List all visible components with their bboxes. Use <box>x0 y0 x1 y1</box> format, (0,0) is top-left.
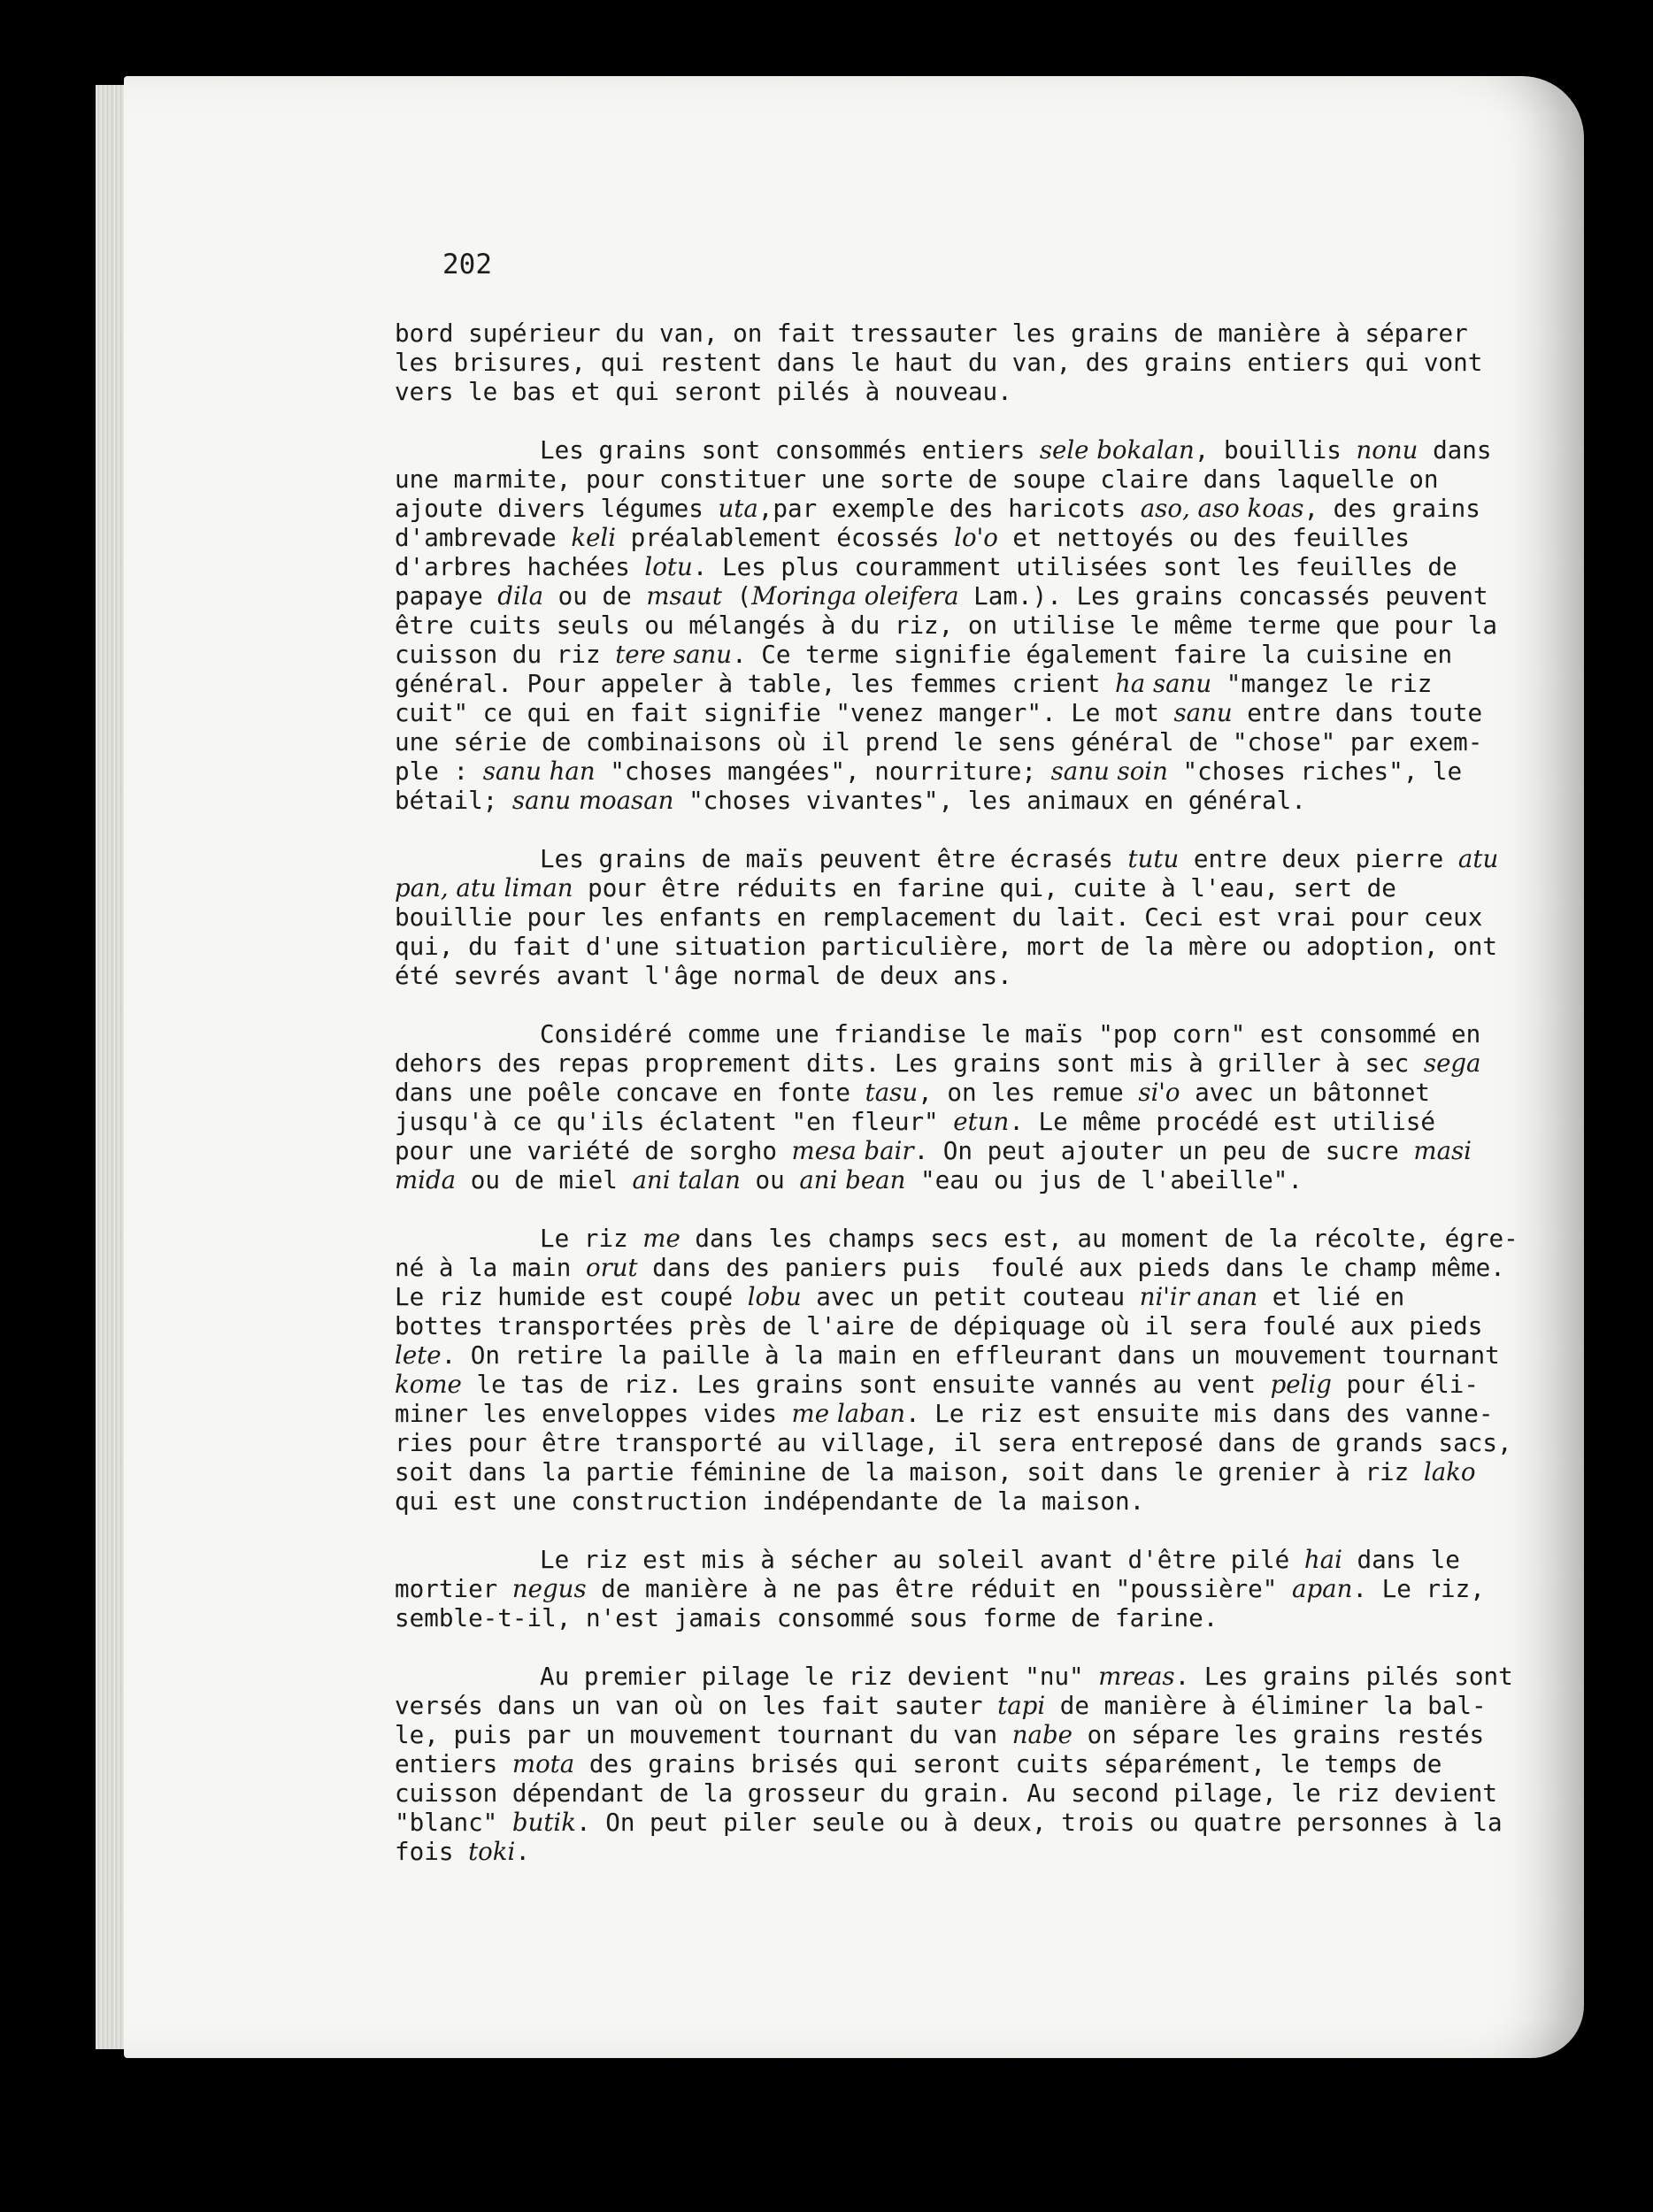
text-run: dehors des repas proprement dits. Les grains sont mis à griller à sec <box>395 1048 1424 1078</box>
text-run: être cuits seuls ou mélangés à du riz, on utilise le même terme que pour la <box>395 611 1497 640</box>
text-run: ,par exemple des haricots <box>757 494 1141 523</box>
text-run: "eau ou jus de l'abeille". <box>905 1165 1303 1194</box>
text-run: qui est une construction indépendante de la maison. <box>395 1486 1145 1516</box>
text-run: d'ambrevade <box>395 523 572 552</box>
text-run: ries pour être transporté au village, il sera entreposé dans de grands sacs, <box>395 1428 1512 1457</box>
text-run: dans des paniers puis foulé aux pieds dans le champ même. <box>637 1253 1505 1282</box>
text-line <box>395 1224 1518 1253</box>
text-line <box>395 873 1510 902</box>
italic-term: atu <box>1457 844 1499 873</box>
text-line <box>395 1399 1510 1428</box>
italic-term: mreas <box>1098 1662 1175 1691</box>
text-line <box>395 377 1510 406</box>
text-line <box>395 1778 1510 1808</box>
text-line <box>395 1253 1510 1282</box>
italic-term: nabe <box>1011 1720 1073 1749</box>
text-run: cuisson dépendant de la grosseur du grain. Au second pilage, le riz devient <box>395 1778 1497 1808</box>
text-run: , des grains <box>1303 494 1480 523</box>
text-run: pour éli- <box>1331 1370 1480 1399</box>
text-run: Lam.). Les grains concassés peuvent <box>958 581 1488 611</box>
text-run: Le riz <box>540 1224 643 1253</box>
italic-term: aso, aso koas <box>1140 494 1304 523</box>
text-line <box>395 786 1510 815</box>
italic-term: ani bean <box>799 1165 906 1194</box>
italic-term: butik <box>511 1808 576 1837</box>
text-run: bord supérieur du van, on fait tressauter les grains de manière à séparer <box>395 319 1468 348</box>
text-run: Le riz est mis à sécher au soleil avant d'être pilé <box>540 1545 1304 1574</box>
italic-term: ni'ir anan <box>1139 1282 1258 1311</box>
italic-term: si'o <box>1138 1078 1180 1107</box>
text-run: . On retire la paille à la main en effleurant dans un mouvement tournant <box>441 1340 1500 1370</box>
text-run: Les grains de maïs peuvent être écrasés <box>540 844 1128 873</box>
italic-term: lotu <box>644 552 693 581</box>
italic-term: tapi <box>997 1691 1046 1720</box>
text-run: ple : <box>395 757 483 786</box>
text-run: avec un petit couteau <box>801 1282 1140 1311</box>
text-line <box>395 757 1510 786</box>
text-run: "choses mangées", nourriture; <box>595 757 1051 786</box>
text-run: Au premier pilage le riz devient "nu" <box>540 1662 1099 1691</box>
body-text <box>395 319 1518 1866</box>
italic-term: pan, atu liman <box>395 873 573 902</box>
text-line <box>395 435 1510 465</box>
text-run: . <box>515 1837 530 1866</box>
text-line <box>395 1048 1510 1078</box>
italic-term: tasu <box>865 1078 919 1107</box>
italic-term: ha sanu <box>1115 669 1212 698</box>
text-line <box>395 552 1510 581</box>
text-line <box>395 1311 1510 1340</box>
text-run: "blanc" <box>395 1808 512 1837</box>
text-line <box>395 1603 1510 1632</box>
text-run: une marmite, pour constituer une sorte de soupe claire dans laquelle on <box>395 465 1439 494</box>
text-run: entre dans toute <box>1232 698 1483 727</box>
text-run: dans une poêle concave en fonte <box>395 1078 865 1107</box>
text-run: des grains brisés qui seront cuits séparément, le temps de <box>574 1749 1442 1778</box>
text-line <box>395 1282 1510 1311</box>
text-run: . Le riz est ensuite mis dans des vanne- <box>904 1399 1494 1428</box>
text-run: le, puis par un mouvement tournant du van <box>395 1720 1012 1749</box>
text-line <box>395 844 1510 873</box>
text-run: semble-t-il, n'est jamais consommé sous forme de farine. <box>395 1603 1219 1632</box>
text-run: soit dans la partie féminine de la maison, soit dans le grenier à riz <box>395 1457 1424 1486</box>
text-run: d'arbres hachées <box>395 552 645 581</box>
text-run: de manière à éliminer la bal- <box>1045 1691 1487 1720</box>
italic-term: hai <box>1303 1545 1342 1574</box>
text-line <box>395 523 1510 552</box>
text-run: , on les remue <box>918 1078 1139 1107</box>
text-line <box>395 1019 1510 1048</box>
text-run: général. Pour appeler à table, les femmes crient <box>395 669 1116 698</box>
text-run: . Le même procédé est utilisé <box>1009 1107 1436 1136</box>
text-run: , bouillis <box>1194 435 1357 465</box>
page-number: 202 <box>442 249 492 280</box>
italic-term: lete <box>395 1340 442 1370</box>
text-line <box>395 1808 1510 1837</box>
text-run: mortier <box>395 1574 512 1603</box>
italic-term: ani talan <box>632 1165 741 1194</box>
italic-term: dila <box>497 581 544 611</box>
italic-term: orut <box>585 1253 638 1282</box>
text-run: papaye <box>395 581 498 611</box>
italic-term: kome <box>395 1370 462 1399</box>
text-run: et nettoyés ou des feuilles <box>997 523 1410 552</box>
italic-term: sanu moasan <box>511 786 674 815</box>
paragraph <box>395 1019 1510 1194</box>
italic-term: masi <box>1413 1136 1472 1165</box>
text-run: pour être réduits en farine qui, cuite à l'eau, sert de <box>573 873 1396 902</box>
italic-term: sanu han <box>482 757 596 786</box>
text-run: entiers <box>395 1749 512 1778</box>
text-line <box>395 1837 1510 1866</box>
text-line <box>395 669 1510 698</box>
text-run: Le riz humide est coupé <box>395 1282 748 1311</box>
text-line <box>395 319 1510 348</box>
italic-term: me <box>642 1224 680 1253</box>
text-line <box>395 1136 1510 1165</box>
text-run: fois <box>395 1837 469 1866</box>
paragraph <box>395 844 1510 990</box>
text-run: entre deux pierre <box>1179 844 1458 873</box>
text-line <box>395 348 1510 377</box>
text-run: cuisson du riz <box>395 640 616 669</box>
text-run: versés dans un van où on les fait sauter <box>395 1691 998 1720</box>
text-run: dans le <box>1342 1545 1460 1574</box>
text-run: préalablement écossés <box>616 523 955 552</box>
italic-term: keli <box>571 523 617 552</box>
text-line <box>395 902 1510 932</box>
italic-term: me laban <box>791 1399 905 1428</box>
text-run: et lié en <box>1257 1282 1405 1311</box>
text-line <box>395 1749 1510 1778</box>
text-run: une série de combinaisons où il prend le sens général de "chose" par exem- <box>395 727 1483 757</box>
text-line <box>395 1078 1510 1107</box>
paragraph <box>395 1224 1518 1516</box>
text-run: bétail; <box>395 786 512 815</box>
italic-term: uta <box>718 494 758 523</box>
text-run: . Les grains pilés sont <box>1174 1662 1513 1691</box>
text-run: Les grains sont consommés entiers <box>540 435 1040 465</box>
text-run: on sépare les grains restés <box>1072 1720 1485 1749</box>
italic-term: lo'o <box>954 523 998 552</box>
text-run: qui, du fait d'une situation particulière, mort de la mère ou adoption, ont <box>395 932 1497 961</box>
text-run: bouillie pour les enfants en remplacement du lait. Ceci est vrai pour ceux <box>395 902 1483 932</box>
text-run: . On peut ajouter un peu de sucre <box>913 1136 1414 1165</box>
text-line <box>395 581 1510 611</box>
text-line <box>395 1691 1510 1720</box>
italic-term: lako <box>1423 1457 1476 1486</box>
text-line <box>395 1370 1510 1399</box>
text-run: ajoute divers légumes <box>395 494 719 523</box>
text-run: dans <box>1418 435 1492 465</box>
text-line <box>395 1574 1510 1603</box>
text-run: bottes transportées près de l'aire de dépiquage où il sera foulé aux pieds <box>395 1311 1483 1340</box>
text-run: "choses vivantes", les animaux en général. <box>673 786 1306 815</box>
paragraph <box>395 435 1510 815</box>
text-line <box>395 698 1510 727</box>
italic-term: nonu <box>1356 435 1419 465</box>
italic-term: tutu <box>1127 844 1180 873</box>
text-run: . On peut piler seule ou à deux, trois ou quatre personnes à la <box>575 1808 1503 1837</box>
italic-term: sega <box>1423 1048 1481 1078</box>
italic-term: mesa bair <box>791 1136 914 1165</box>
italic-term: etun <box>953 1107 1010 1136</box>
text-line <box>395 1107 1510 1136</box>
text-line <box>395 611 1510 640</box>
text-line <box>395 1486 1510 1516</box>
text-run: été sevrés avant l'âge normal de deux ans. <box>395 961 1012 990</box>
italic-term: apan <box>1292 1574 1353 1603</box>
text-line <box>395 1662 1513 1691</box>
text-run: . Le riz, <box>1352 1574 1485 1603</box>
italic-term: pelig <box>1270 1370 1332 1399</box>
italic-term: mida <box>395 1165 457 1194</box>
text-run: "choses riches", le <box>1167 757 1463 786</box>
text-line <box>395 465 1510 494</box>
italic-term: negus <box>511 1574 587 1603</box>
text-line <box>395 727 1510 757</box>
italic-term: tere sanu <box>615 640 733 669</box>
text-run: . Les plus couramment utilisées sont les feuilles de <box>692 552 1457 581</box>
text-line <box>395 1720 1510 1749</box>
italic-term: msaut <box>646 581 722 611</box>
italic-term: sele bokalan <box>1039 435 1195 465</box>
italic-term: sanu <box>1173 698 1233 727</box>
text-line <box>395 1340 1510 1370</box>
text-run: dans les champs secs est, au moment de la récolte, égre- <box>680 1224 1518 1253</box>
text-run: Considéré comme une friandise le maïs "pop corn" est consommé en <box>540 1019 1481 1048</box>
paragraph <box>395 1662 1513 1866</box>
text-run: les brisures, qui restent dans le haut du van, des grains entiers qui vont <box>395 348 1483 377</box>
text-run: jusqu'à ce qu'ils éclatent "en fleur" <box>395 1107 954 1136</box>
italic-term: toki <box>468 1837 516 1866</box>
text-run: ou de miel <box>456 1165 633 1194</box>
text-line <box>395 1165 1510 1194</box>
text-run: cuit" ce qui en fait signifie "venez manger". Le mot <box>395 698 1174 727</box>
text-line <box>395 1545 1510 1574</box>
text-run: . Ce terme signifie également faire la cuisine en <box>732 640 1453 669</box>
text-run: avec un bâtonnet <box>1180 1078 1430 1107</box>
text-run: ou <box>740 1165 800 1194</box>
italic-term: sanu soin <box>1050 757 1168 786</box>
italic-term: Moringa oleifera <box>751 581 959 611</box>
text-run: ( <box>722 581 752 611</box>
italic-term: lobu <box>747 1282 802 1311</box>
text-run: "mangez le riz <box>1211 669 1433 698</box>
text-run: ou de <box>543 581 647 611</box>
text-run: de manière à ne pas être réduit en "poussière" <box>586 1574 1293 1603</box>
text-run: miner les enveloppes vides <box>395 1399 792 1428</box>
text-line <box>395 932 1510 961</box>
text-line <box>395 494 1510 523</box>
text-run: né à la main <box>395 1253 586 1282</box>
text-run: le tas de riz. Les grains sont ensuite vannés au vent <box>461 1370 1271 1399</box>
text-run: vers le bas et qui seront pilés à nouveau. <box>395 377 1012 406</box>
paragraph <box>395 319 1510 406</box>
text-line <box>395 640 1510 669</box>
paragraph <box>395 1545 1510 1632</box>
text-line <box>395 1457 1510 1486</box>
text-run: pour une variété de sorgho <box>395 1136 792 1165</box>
text-line <box>395 1428 1510 1457</box>
italic-term: mota <box>511 1749 575 1778</box>
text-line <box>395 961 1510 990</box>
